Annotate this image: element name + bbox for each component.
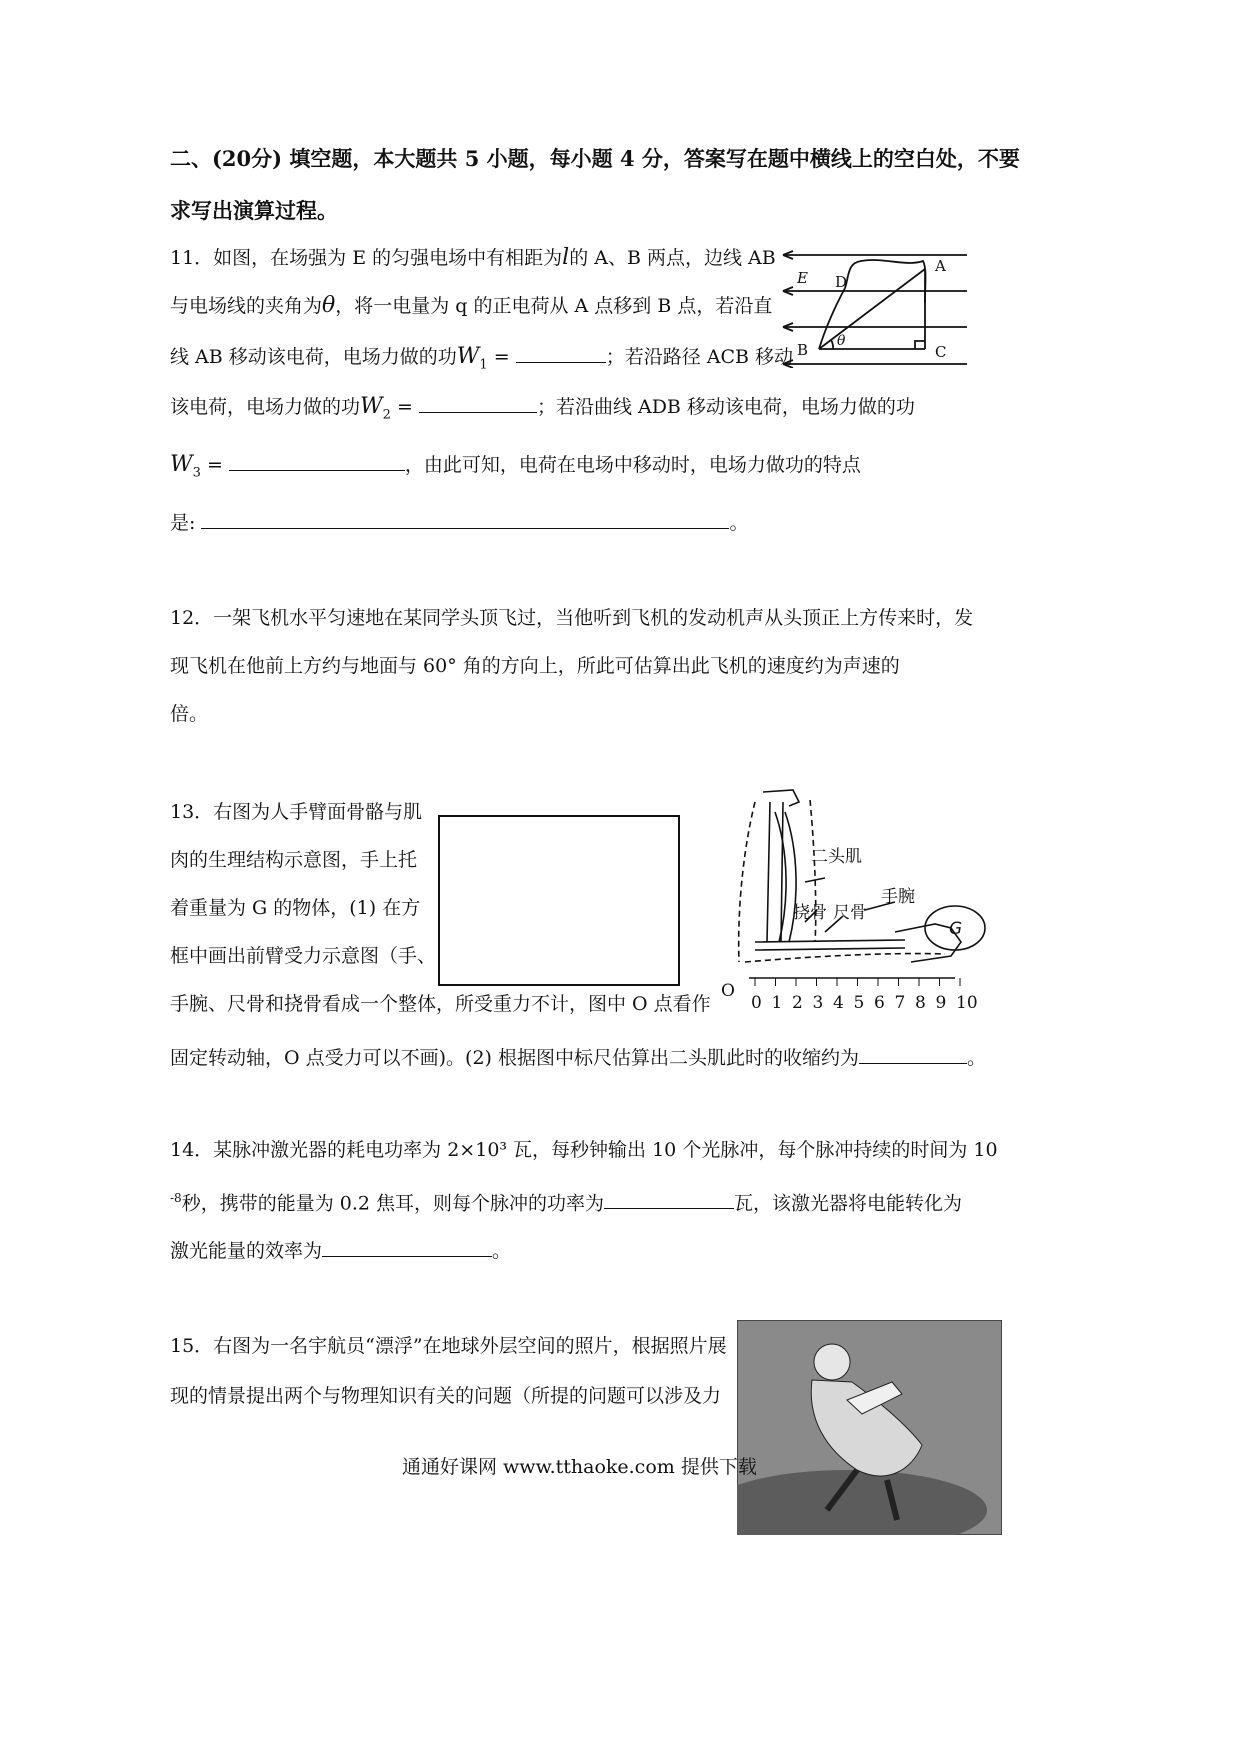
equals-sign: =	[396, 396, 413, 418]
footer-source: 通通好课网 www.tthaoke.com 提供下载	[402, 1456, 757, 1478]
q11-line1	[170, 246, 776, 270]
q13-line5: 手腕、尺骨和挠骨看成一个整体，所受重力不计，图中 O 点看作	[170, 993, 711, 1015]
q14-line1: 14．某脉冲激光器的耗电功率为 2×10³ 瓦，每秒钟输出 10 个光脉冲，每个脉冲持续的时间为 10	[170, 1139, 998, 1161]
shoulder-bone	[763, 790, 799, 806]
angle-arc	[831, 340, 833, 349]
exponent: -8	[170, 1191, 182, 1205]
answer-blank-feature[interactable]	[201, 508, 729, 529]
label-o: O	[721, 981, 735, 1001]
period: 。	[492, 1240, 512, 1262]
label-c: C	[935, 343, 947, 361]
q14-text: 瓦，该激光器将电能转化为	[734, 1192, 963, 1215]
q11-text: 是:	[170, 512, 196, 534]
force-diagram-box[interactable]	[438, 815, 680, 986]
q11-text: ，由此可知，电荷在电场中移动时，电场力做功的特点	[404, 454, 861, 476]
scale-tick-label: 9	[935, 993, 947, 1012]
section-heading-line2: 求写出演算过程。	[170, 198, 338, 223]
label-ulna: 尺骨	[833, 903, 867, 923]
label-g: G	[949, 919, 963, 939]
q13-line4: 框中画出前臂受力示意图（手、	[170, 945, 437, 967]
scale-tick-label: 3	[812, 993, 824, 1012]
q12-line2: 现飞机在他前上方约与地面与 60° 角的方向上，所此可估算出此飞机的速度约为声速的	[170, 655, 900, 677]
q13-line6	[170, 1043, 986, 1070]
q12-line3: 倍。	[170, 703, 209, 725]
q15-line1: 15．右图为一名宇航员“漂浮”在地球外层空间的照片，根据照片展	[170, 1335, 727, 1357]
answer-blank-w3[interactable]	[229, 450, 405, 471]
q14-text: 激光能量的效率为	[170, 1240, 323, 1262]
label-theta: θ	[837, 333, 846, 349]
q14-line3	[170, 1236, 511, 1263]
q14-text: 秒，携带的能量为 0.2 焦耳，则每个脉冲的功率为	[181, 1192, 604, 1215]
scale-tick-label: 0	[751, 993, 762, 1012]
q11-var-l: l	[562, 245, 570, 270]
humerus-bone	[767, 802, 783, 942]
q11-line3	[170, 342, 793, 377]
q11-text: ，将一电量为 q 的正电荷从 A 点移到 B 点，若沿直	[335, 295, 773, 317]
q11-text: 与电场线的夹角为	[170, 295, 323, 317]
q14-line2	[170, 1186, 962, 1215]
q11-text: 线 AB 移动该电荷，电场力做的功	[170, 346, 457, 368]
answer-blank-w1[interactable]	[516, 342, 606, 363]
q11-line4	[170, 392, 915, 427]
equals-sign: =	[206, 454, 223, 476]
scale-tick-label: 2	[792, 993, 803, 1012]
period: 。	[729, 512, 749, 534]
answer-blank-efficiency[interactable]	[322, 1236, 492, 1257]
q11-text: 11．如图，在场强为 E 的匀强电场中有相距为	[170, 247, 563, 269]
scale-tick-label: 4	[833, 993, 844, 1012]
q11-line6	[170, 508, 748, 535]
forearm-bones	[755, 940, 905, 950]
answer-blank-power[interactable]	[604, 1188, 734, 1209]
q11-text: ；若沿路径 ACB 移动	[605, 346, 793, 368]
w1-subscript: 1	[479, 357, 488, 373]
w2-symbol: W	[360, 394, 383, 419]
q13-line1: 13．右图为人手臂面骨骼与肌	[170, 801, 423, 823]
period: 。	[966, 1047, 986, 1069]
q11-text: 的 A、B 两点，边线 AB	[569, 247, 776, 269]
q11-text: ；若沿曲线 ADB 移动该电荷，电场力做的功	[536, 396, 915, 418]
field-arrowheads	[783, 251, 793, 368]
label-biceps: 二头肌	[811, 847, 862, 867]
q11-text: 该电荷，电场力做的功	[170, 396, 361, 418]
section-heading-line1: 二、(20分) 填空题，本大题共 5 小题，每小题 4 分，答案写在题中横线上的空白处，不要	[170, 146, 1020, 171]
astronaut-helmet	[814, 1344, 850, 1380]
scale-tick-label: 10	[956, 993, 978, 1012]
label-a: A	[935, 257, 946, 275]
scale-tick-label: 1	[771, 993, 783, 1012]
w2-subscript: 2	[382, 407, 391, 423]
answer-blank-w2[interactable]	[419, 392, 537, 413]
q11-var-theta: θ	[322, 293, 336, 318]
right-angle-mark	[915, 341, 925, 349]
equals-sign: =	[493, 346, 510, 368]
q15-line2: 现的情景提出两个与物理知识有关的问题（所提的问题可以涉及力	[170, 1385, 722, 1407]
label-wrist: 手腕	[881, 887, 915, 907]
q13-text: 固定转动轴，O 点受力可以不画)。(2) 根据图中标尺估算出二头肌此时的收缩约为	[170, 1047, 859, 1069]
arm-outline-upper	[739, 802, 755, 962]
scale-tick-label: 5	[853, 993, 865, 1012]
q13-line2: 肉的生理结构示意图，手上托	[170, 849, 418, 871]
scale-tick-label: 7	[894, 993, 906, 1012]
w1-symbol: W	[456, 344, 480, 369]
arm-skeleton-figure	[715, 782, 1015, 1012]
q13-line3: 着重量为 G 的物体，(1) 在方	[170, 897, 421, 919]
answer-blank-biceps[interactable]	[859, 1043, 967, 1064]
electric-field-figure	[775, 243, 975, 368]
q11-line5	[170, 450, 861, 485]
scale-tick-label: 6	[874, 993, 885, 1012]
astronaut-photo	[737, 1320, 1002, 1535]
label-d: D	[835, 273, 848, 291]
scale-tick-label: 8	[915, 993, 926, 1012]
q12-line1: 12．一架飞机水平匀速地在某同学头顶飞过，当他听到飞机的发动机声从头顶正上方传来时，发	[170, 607, 974, 629]
q11-line2	[170, 294, 772, 318]
label-b: B	[797, 341, 809, 359]
label-e: E	[797, 269, 808, 287]
w3-subscript: 3	[192, 465, 201, 481]
label-radius: 挠骨	[793, 903, 827, 923]
w3-symbol: W	[170, 452, 193, 477]
